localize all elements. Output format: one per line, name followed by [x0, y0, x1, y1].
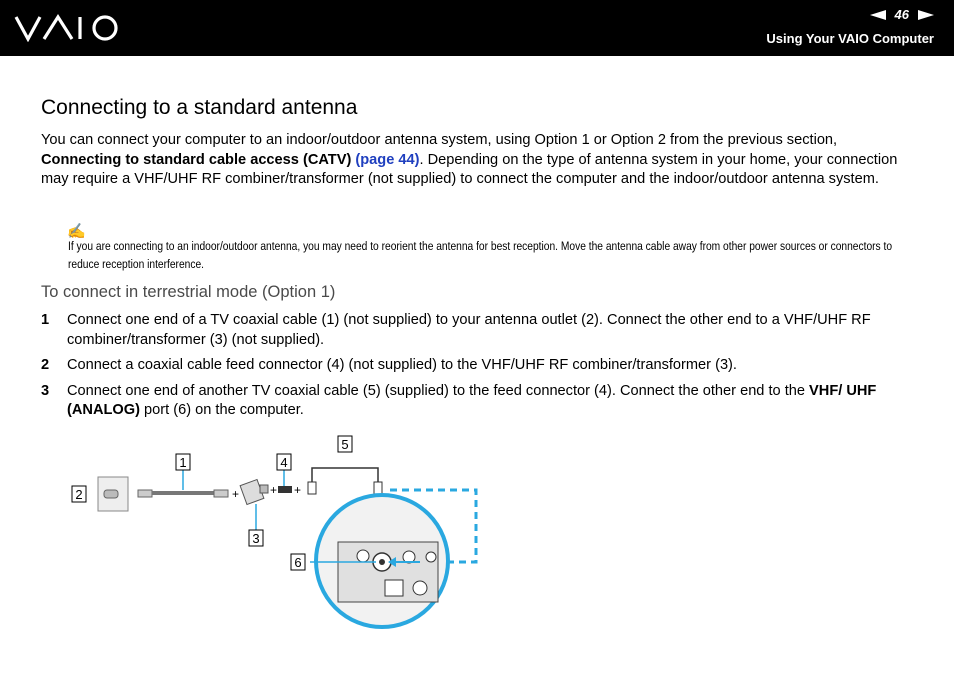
- page-navigation: [870, 7, 934, 22]
- tv-coaxial-cable-5: [308, 468, 382, 494]
- procedure-title: To connect in terrestrial mode (Option 1): [41, 283, 336, 301]
- step-number: 1: [41, 312, 50, 328]
- callout-3: [249, 530, 263, 546]
- intro-text-2: . Depending on the type of antenna system in your home, your connection may require a VHF/UHF RF combiner/transformer (not supplied) to connect the computer and the indoor/outdoor antenna system.: [41, 151, 898, 187]
- tv-coaxial-cable-1: [138, 490, 228, 497]
- step-2: [41, 356, 921, 376]
- vaio-logo: [14, 14, 122, 42]
- callout-1: [176, 454, 190, 470]
- svg-text:+: +: [232, 487, 240, 501]
- callout-6: [291, 554, 305, 570]
- step-number: 3: [41, 382, 50, 399]
- intro-bold-reference: Connecting to standard cable access (CATV): [41, 151, 352, 168]
- step-text: [67, 382, 921, 421]
- step-text: Connect one end of a TV coaxial cable (1) (not supplied) to your antenna outlet (2). Connect the other end to a VHF/UHF RF combiner/transformer (3) (not supplied).: [67, 312, 871, 348]
- step-text: Connect a coaxial cable feed connector (4) (not supplied) to the VHF/UHF RF combiner/transformer (3).: [67, 357, 737, 373]
- page-44-link[interactable]: (page 44): [355, 151, 420, 168]
- page-header: [0, 0, 954, 56]
- svg-text:1: 1: [179, 455, 187, 470]
- next-page-arrow-icon[interactable]: [918, 10, 934, 20]
- section-title: Using Your VAIO Computer: [766, 31, 934, 46]
- note-pencil-icon: ✍: [67, 223, 86, 240]
- page-title: Connecting to a standard antenna: [41, 96, 358, 119]
- computer-port-closeup: [316, 495, 448, 627]
- antenna-outlet: [98, 477, 128, 511]
- previous-page-arrow-icon[interactable]: [870, 10, 886, 20]
- callout-2: [72, 486, 86, 502]
- intro-text-1: You can connect your computer to an indoor/outdoor antenna system, using Option 1 or Option 2 from the previous section,: [41, 132, 838, 148]
- vhf-uhf-port-label: VHF/ UHF (ANALOG): [67, 382, 877, 418]
- svg-text:+: +: [294, 483, 302, 497]
- svg-text:4: 4: [280, 455, 288, 470]
- svg-text:2: 2: [75, 487, 83, 502]
- step-list: [41, 311, 921, 427]
- rf-combiner-transformer: [240, 480, 268, 505]
- step-1: [41, 311, 921, 350]
- step-3-text: Connect one end of another TV coaxial cable (5) (supplied) to the feed connector (4). Connect the other end to the: [67, 382, 810, 399]
- svg-text:+: +: [270, 483, 278, 497]
- antenna-connection-diagram: [60, 430, 490, 645]
- svg-text:6: 6: [294, 555, 302, 570]
- step-3: [41, 382, 921, 421]
- page-number: 46: [894, 7, 909, 22]
- feed-connector: [278, 486, 292, 493]
- step-number: 2: [41, 357, 50, 373]
- callout-5: [338, 436, 352, 452]
- callout-4: [277, 454, 291, 470]
- intro-paragraph: [41, 131, 921, 190]
- svg-text:3: 3: [252, 531, 260, 546]
- note-text: If you are connecting to an indoor/outdoor antenna, you may need to reorient the antenna for best reception. Move the antenna cable away from other power sources or connectors to reduce reception interference.: [68, 239, 893, 271]
- step-3-tail: port (6) on the computer.: [139, 402, 304, 418]
- svg-text:5: 5: [341, 437, 349, 452]
